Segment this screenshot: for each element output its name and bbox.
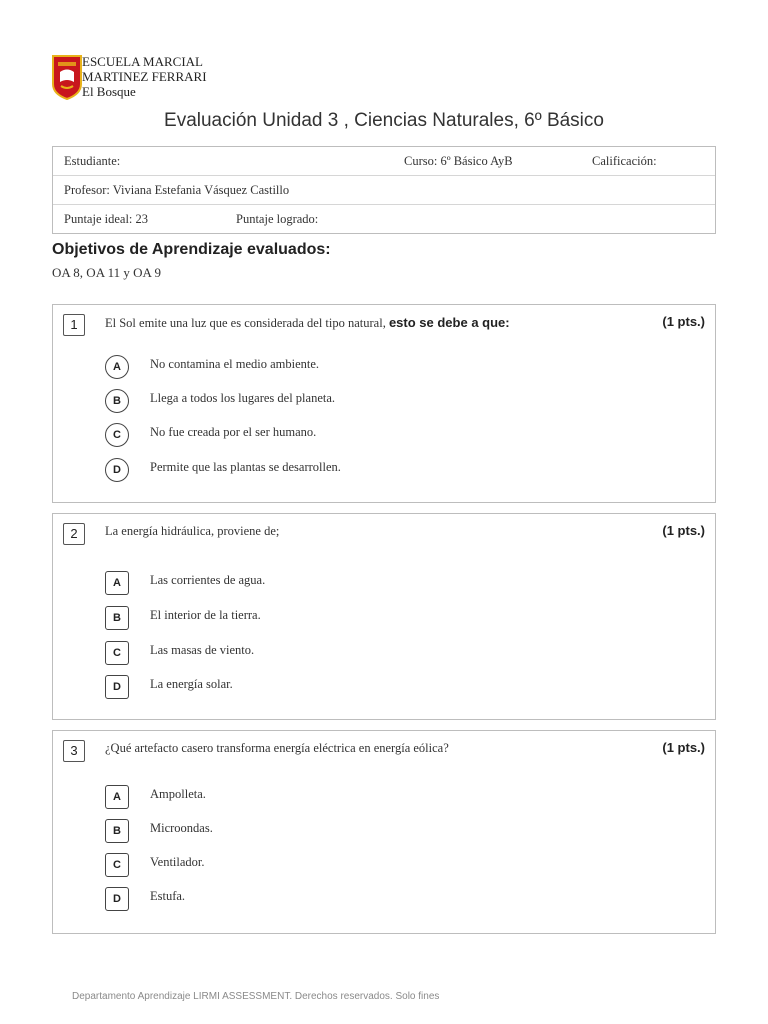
option-text: El interior de la tierra. xyxy=(150,608,261,622)
option-bubble[interactable]: C xyxy=(105,853,129,877)
exam-title: Evaluación Unidad 3 , Ciencias Naturales, 6º Básico xyxy=(164,110,604,131)
school-header xyxy=(52,54,207,100)
option-bubble[interactable]: B xyxy=(105,819,129,843)
question-text: La energía hidráulica, proviene de; xyxy=(105,524,280,538)
option-text: Llega a todos los lugares del planeta. xyxy=(150,391,336,405)
achieved-score-label: Puntaje logrado: xyxy=(236,212,319,226)
option-text: No contamina el medio ambiente. xyxy=(150,357,320,371)
option-bubble[interactable]: A xyxy=(105,355,129,379)
option-bubble[interactable]: A xyxy=(105,785,129,809)
option-bubble[interactable]: C xyxy=(105,641,129,665)
question-points: (1 pts.) xyxy=(662,740,705,755)
school-location: El Bosque xyxy=(82,84,136,99)
option-text: Ampolleta. xyxy=(150,787,206,801)
option-text: No fue creada por el ser humano. xyxy=(150,425,317,439)
school-crest-icon xyxy=(52,54,82,100)
info-row-teacher xyxy=(53,176,715,205)
question-text xyxy=(105,315,510,331)
objectives-heading: Objetivos de Aprendizaje evaluados: xyxy=(52,241,331,258)
option-text: Ventilador. xyxy=(150,855,205,869)
info-row-score xyxy=(53,205,715,233)
option-text: Estufa. xyxy=(150,889,186,903)
option-text: Las masas de viento. xyxy=(150,643,255,657)
option-text: Las corrientes de agua. xyxy=(150,573,266,587)
option-bubble[interactable]: D xyxy=(105,675,129,699)
student-info-table xyxy=(52,146,716,234)
info-row-student xyxy=(53,147,715,176)
student-label: Estudiante: xyxy=(64,154,121,168)
question-2 xyxy=(52,513,716,720)
question-number: 3 xyxy=(63,740,85,762)
option-bubble[interactable]: B xyxy=(105,389,129,413)
option-text: La energía solar. xyxy=(150,677,233,691)
question-text-plain: El Sol emite una luz que es considerada del tipo natural, xyxy=(105,316,386,330)
objectives-list: OA 8, OA 11 y OA 9 xyxy=(52,265,161,280)
question-points: (1 pts.) xyxy=(662,314,705,329)
question-text: ¿Qué artefacto casero transforma energía eléctrica en energía eólica? xyxy=(105,741,449,755)
grade-label: Calificación: xyxy=(592,154,657,168)
option-bubble[interactable]: A xyxy=(105,571,129,595)
course-label: Curso: 6º Básico AyB xyxy=(404,154,513,168)
option-text: Microondas. xyxy=(150,821,213,835)
option-bubble[interactable]: B xyxy=(105,606,129,630)
option-bubble[interactable]: C xyxy=(105,423,129,447)
option-text: Permite que las plantas se desarrollen. xyxy=(150,460,341,474)
question-points: (1 pts.) xyxy=(662,523,705,538)
school-name xyxy=(82,54,207,100)
school-name-line2: MARTINEZ FERRARI xyxy=(82,69,207,84)
question-number: 1 xyxy=(63,314,85,336)
question-text-bold: esto se debe a que: xyxy=(388,315,510,330)
question-1 xyxy=(52,304,716,503)
option-bubble[interactable]: D xyxy=(105,887,129,911)
question-3 xyxy=(52,730,716,934)
option-bubble[interactable]: D xyxy=(105,458,129,482)
question-number: 2 xyxy=(63,523,85,545)
footer-copyright: Departamento Aprendizaje LIRMI ASSESSMENT. Derechos reservados. Solo fines xyxy=(72,991,440,1002)
ideal-score-label: Puntaje ideal: 23 xyxy=(64,212,149,226)
teacher-label: Profesor: Viviana Estefania Vásquez Castillo xyxy=(64,183,290,197)
school-name-line1: ESCUELA MARCIAL xyxy=(82,54,203,69)
